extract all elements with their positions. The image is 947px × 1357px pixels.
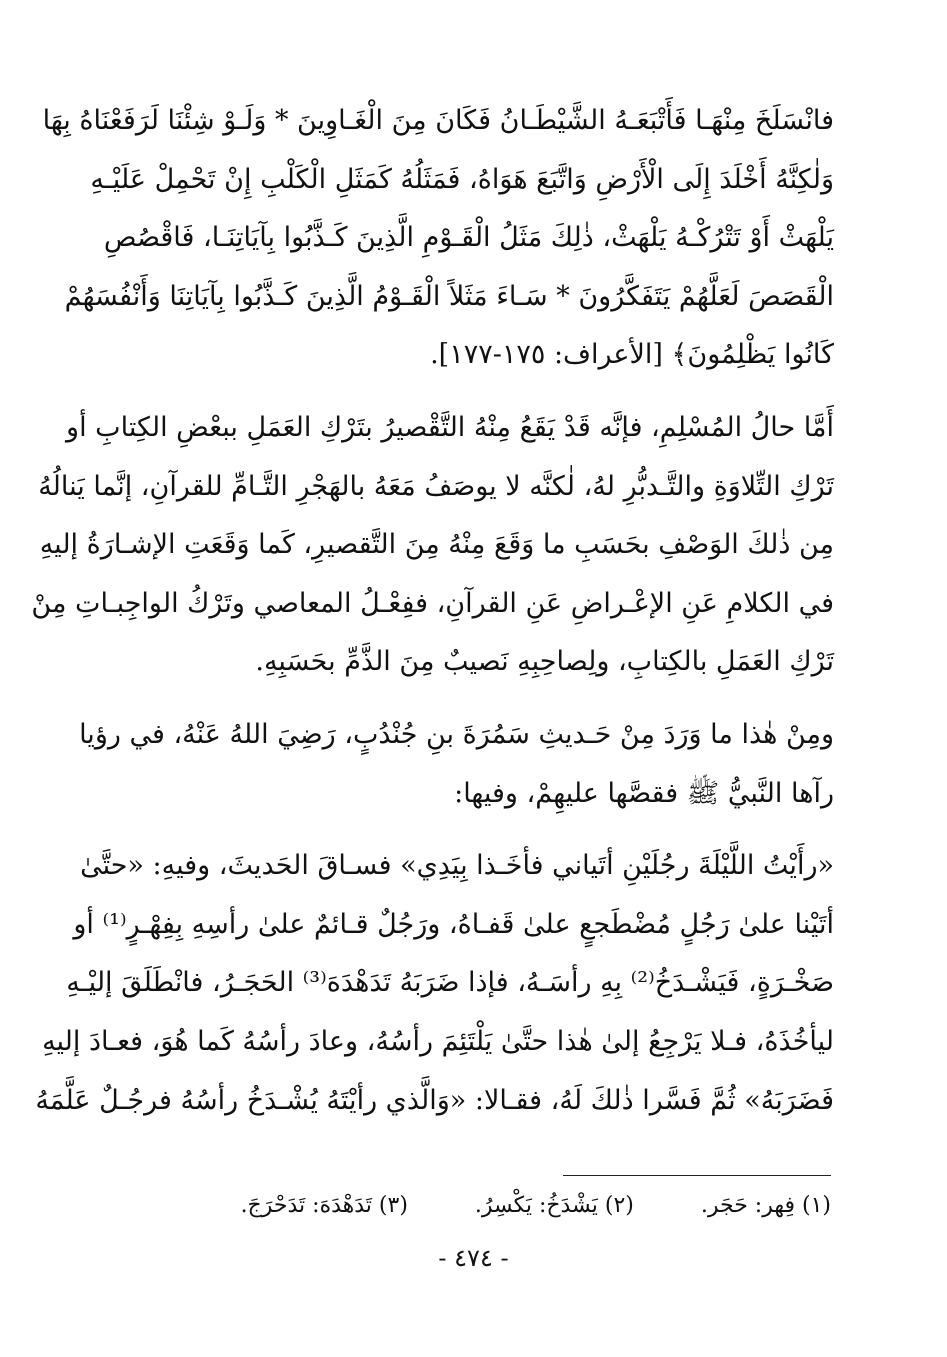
text-line: صَخْـرَةٍ، فَيَشْـدَخُ⁽²⁾ بِهِ رأسَـهُ، فإذا ضَرَبَهُ تَدَهْدَهَ⁽³⁾ الحَجَـرُ، فانْطَلَقَ إليْـهِ	[66, 967, 834, 999]
text-line: تَرْكِ العَمَلِ بالكِتابِ، ولِصاحِبِهِ نَصيبٌ مِنَ الذَّمِّ بحَسَبِهِ.	[255, 646, 834, 678]
paragraph-hadith-text	[35, 837, 834, 1130]
footnote-3: (٣) تَدَهْدَهَ: تَدَحْرَجَ.	[240, 1193, 408, 1218]
text-line: كَانُوا يَظْلِمُونَ﴾ [الأعراف: ١٧٥-١٧٧].	[430, 339, 834, 371]
page-number: - ٤٧٤ -	[438, 1244, 509, 1272]
main-text	[31, 92, 834, 1144]
footnote-2: (٢) يَشْدَخُ: يَكْسِرُ.	[474, 1193, 634, 1218]
text-line: في الكلامِ عَنِ الإعْـراضِ عَنِ القرآنِ، ففِعْـلُ المعاصي وتَرْكُ الواجِبـاتِ مِنْ	[31, 587, 834, 619]
paragraph-quran-verse	[42, 92, 834, 385]
text-line: ومِنْ هٰذا ما وَرَدَ مِنْ حَـديثِ سَمُرَةَ بنِ جُنْدُبٍ، رَضِيَ اللهُ عَنْهُ، في رؤيا	[79, 718, 834, 750]
paragraph-hadith-intro	[79, 706, 834, 823]
text-line: فَضَرَبَهُ» ثُمَّ فَسَّرا ذٰلكَ لَهُ، فقـالا: «وَالَّذي رأيْتَهُ يُشْـدَخُ رأسُهُ فرجُـلٌ عَلَّمَهُ	[35, 1084, 834, 1116]
footnote-1: (١) فِهر: حَجَر.	[700, 1193, 831, 1218]
text-line: وَلٰكِنَّهُ أَخْلَدَ إِلَى الْأَرْضِ وَاتَّبَعَ هَوَاهُ، فَمَثَلُهُ كَمَثَلِ الْكَلْبِ إِنْ تَحْمِلْ عَلَيْـهِ	[90, 163, 834, 195]
text-line: الْقَصَصَ لَعَلَّهُمْ يَتَفَكَّرُونَ * سَـاءَ مَثَلاً الْقَـوْمُ الَّذِينَ كَـذَّبُوا بِآيَاتِنَا وَأَنْفُسَهُمْ	[64, 280, 834, 312]
footnote-divider	[563, 1175, 831, 1176]
text-line: ليأخُذَهُ، فـلا يَرْجِعُ إلىٰ هٰذا حتَّىٰ يَلْتَئِمَ رأسُهُ، وعادَ رأسُهُ كَما هُوَ، فعـادَ إليهِ	[42, 1025, 834, 1057]
text-line: تَرْكِ التِّلاوَةِ والتَّـدبُّرِ لهُ، لٰكنَّه لا يوصَفُ مَعَهُ بالهَجْرِ التَّـامِّ للقرآنِ، إنَّما يَنالُهُ	[38, 470, 834, 502]
text-line: يَلْهَثْ أَوْ تَتْرُكْـهُ يَلْهَثْ، ذٰلِكَ مَثَلُ الْقَـوْمِ الَّذِينَ كَـذَّبُوا بِآيَاتِنَـا، فَاقْصُصِ	[103, 222, 834, 254]
text-line: فانْسَلَخَ مِنْهَـا فَأَتْبَعَـهُ الشَّيْطَـانُ فَكَانَ مِنَ الْغَـاوِينَ * وَلَـوْ شِئْنَا لَرَفَعْنَاهُ بِهَا	[42, 105, 834, 136]
text-line: «رأَيْتُ اللَّيْلَةَ رجُلَيْنِ أتَياني فأخَـذا بِيَدِي» فسـاقَ الحَديثَ، وفيهِ: «حتَّىٰ	[80, 850, 834, 882]
paragraph-muslim-condition	[31, 399, 834, 692]
footnotes	[191, 1190, 831, 1222]
text-line: أَمَّا حالُ المُسْلِمِ، فإنَّه قَدْ يَقَعُ مِنْهُ التَّقْصيرُ بتَرْكِ العَمَلِ ببعْضِ الكِتابِ أو	[66, 411, 834, 443]
text-line: رآها النَّبيُّ ﷺ فقصَّها عليهِمْ، وفيها:	[454, 777, 834, 809]
text-line: مِن ذٰلكَ الوَصْفِ بحَسَبِ ما وَقَعَ مِنْهُ مِنَ التَّقصيرِ، كَما وَقَعَتِ الإشـارَةُ إليهِ	[39, 529, 834, 561]
text-line: أتَيْنا علىٰ رَجُلٍ مُضْطَجعٍ علىٰ قَفـاهُ، ورَجُلٌ قـائمٌ علىٰ رأسِهِ بِفِهْـرٍ⁽¹⁾ أو	[73, 908, 834, 940]
